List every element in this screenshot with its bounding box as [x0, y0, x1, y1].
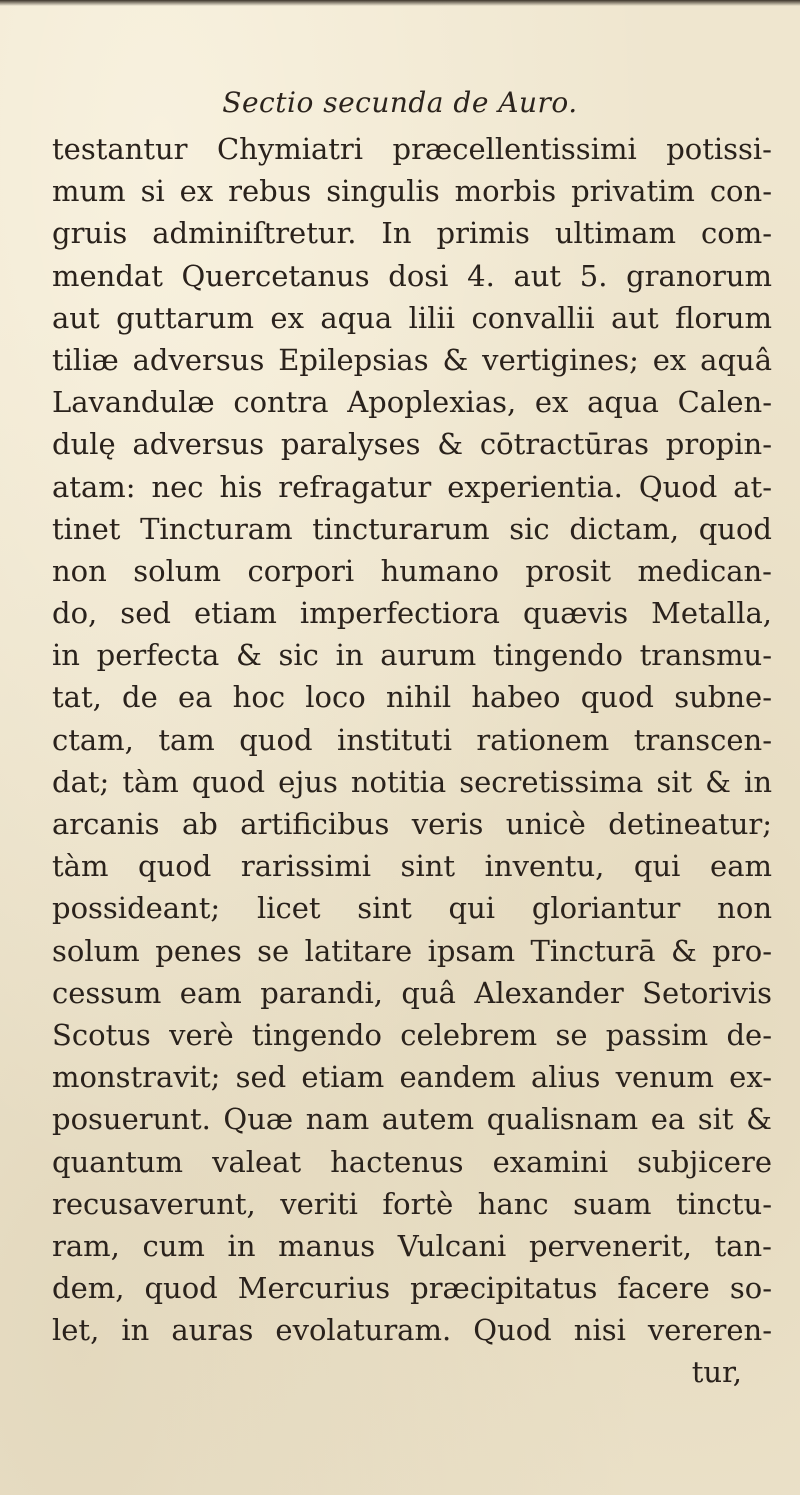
- text-line: dat; tàm quod ejus notitia secretissima sit & in: [52, 764, 772, 799]
- text-line: cessum eam parandi, quâ Alexander Setorivis: [52, 975, 772, 1010]
- text-line: mendat Quercetanus dosi 4. aut 5. granorum: [52, 258, 772, 293]
- text-line: dulę adversus paralyses & cōtractūras propin-: [52, 427, 772, 462]
- running-head: Sectio secunda de Auro.: [222, 86, 578, 119]
- catchword: tur,: [691, 1355, 742, 1390]
- text-line: Lavandulæ contra Apoplexias, ex aqua Calen-: [52, 385, 772, 420]
- text-line: let, in auras evolaturam. Quod nisi vereren-: [52, 1313, 772, 1348]
- text-line: monstravit; sed etiam eandem alius venum ex-: [52, 1060, 772, 1095]
- text-line: aut guttarum ex aqua lilii convallii aut florum: [52, 300, 772, 335]
- text-line: non solum corpori humano prosit medican-: [52, 553, 772, 588]
- text-line: tiliæ adversus Epilepsias & vertigines; ex aquâ: [52, 342, 772, 377]
- text-line: solum penes se latitare ipsam Tincturā & pro-: [52, 933, 772, 968]
- text-line: recusaverunt, veriti fortè hanc suam tinctu-: [52, 1186, 772, 1221]
- text-line: mum si ex rebus singulis morbis privatim con-: [52, 174, 772, 209]
- text-line: gruis adminiſtretur. In primis ultimam com-: [52, 216, 772, 251]
- text-line: ctam, tam quod instituti rationem transcen-: [52, 722, 772, 757]
- text-line: quantum valeat hactenus examini subjicere: [52, 1144, 772, 1179]
- text-line: posuerunt. Quæ nam autem qualisnam ea sit &: [52, 1102, 772, 1137]
- text-line: Scotus verè tingendo celebrem se passim de-: [52, 1017, 772, 1052]
- body-text: [52, 128, 772, 1394]
- text-line: atam: nec his refragatur experientia. Quod at-: [52, 469, 772, 504]
- text-line: tinet Tincturam tincturarum sic dictam, quod: [52, 511, 772, 546]
- text-line: ram, cum in manus Vulcani pervenerit, tan-: [52, 1228, 772, 1263]
- text-line: arcanis ab artificibus veris unicè detineatur;: [52, 807, 772, 841]
- page-top-edge: [0, 0, 800, 6]
- text-line: dem, quod Mercurius præcipitatus facere so-: [52, 1271, 772, 1306]
- text-line: in perfecta & sic in aurum tingendo transmu-: [52, 638, 772, 673]
- text-line: tat, de ea hoc loco nihil habeo quod subne-: [52, 680, 772, 715]
- text-line: do, sed etiam imperfectiora quævis Metalla,: [52, 596, 772, 631]
- text-line: possideant; licet sint qui gloriantur non: [52, 891, 772, 926]
- text-line: testantur Chymiatri præcellentissimi potissi-: [52, 132, 772, 166]
- text-line: tàm quod rarissimi sint inventu, qui eam: [52, 849, 772, 884]
